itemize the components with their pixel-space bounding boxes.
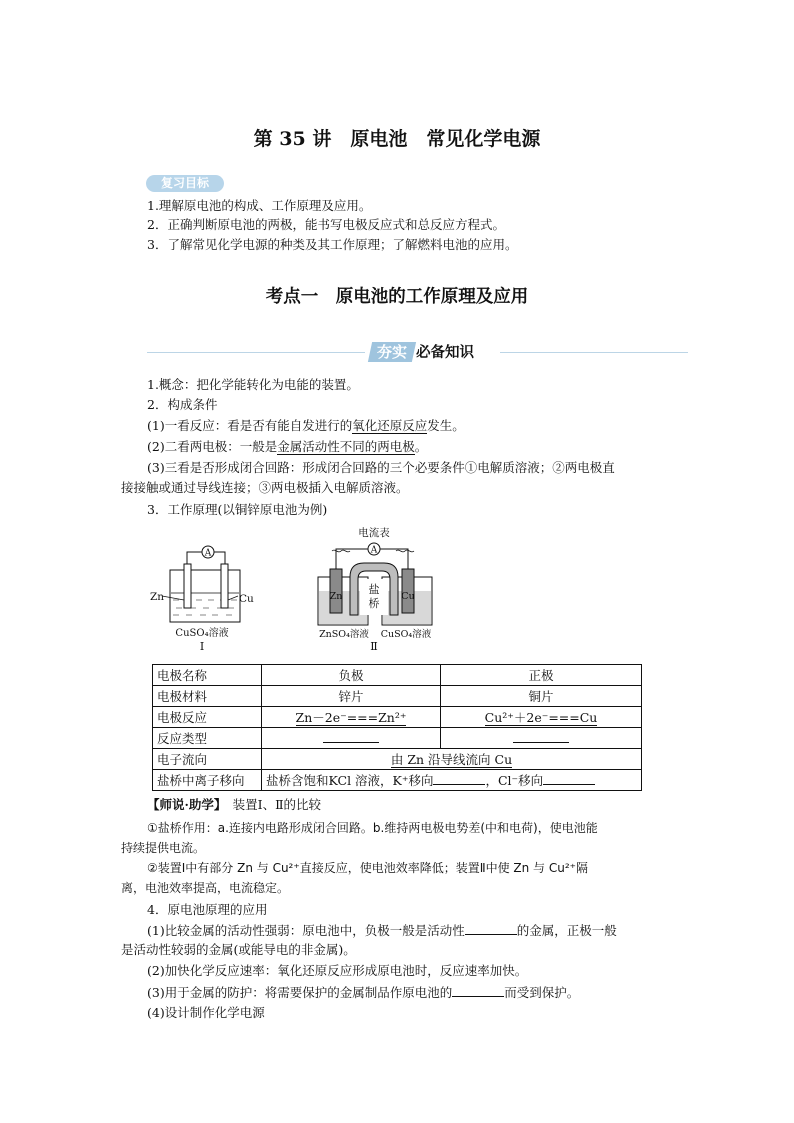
cell-diagram-1: [140, 540, 270, 655]
note-1-line2: 持续提供电流。: [121, 841, 206, 855]
table-cell: 盐桥含饱和KCl 溶液，K⁺移向 ，Cl⁻移向: [262, 770, 642, 791]
application-1-line1: (1)比较金属的活动性强弱：原电池中，负极一般是活动性 的金属，正极一般: [147, 923, 617, 938]
table-cell: [262, 728, 441, 749]
zn-label-2: Zn: [329, 591, 343, 602]
diagram-number-1: Ⅰ: [199, 640, 205, 653]
table-cell: Zn－2e⁻===Zn²⁺: [262, 707, 441, 728]
section-title: 考点一 原电池的工作原理及应用: [265, 287, 529, 307]
section-label: 必备知识: [416, 344, 474, 361]
table-cell: [441, 728, 642, 749]
table-cell: 锌片: [262, 686, 441, 707]
solution-label-right: CuSO₄溶液: [380, 629, 432, 640]
note-2-line1: ②装置Ⅰ中有部分 Zn 与 Cu²⁺直接反应，使电池效率降低；装置Ⅱ中使 Zn 与 Cu²⁺隔: [147, 861, 589, 875]
bridge-label-2: 桥: [368, 597, 380, 610]
table-row: [153, 728, 642, 749]
solution-label-1: CuSO₄溶液: [175, 628, 229, 639]
application-heading: 4．原电池原理的应用: [147, 902, 268, 917]
table-row: [153, 707, 642, 728]
application-2: (2)加快化学反应速率：氧化还原反应形成原电池时，反应速率加快。: [147, 963, 528, 978]
goal-3: 3．了解常见化学电源的种类及其工作原理；了解燃料电池的应用。: [147, 237, 518, 252]
review-goals-badge: 复习目标: [146, 175, 224, 192]
condition-3-line1: (3)三看是否形成闭合回路：形成闭合回路的三个必要条件①电解质溶液；②两电极直: [147, 460, 615, 475]
condition-heading: 2．构成条件: [147, 397, 218, 412]
goal-2: 2．正确判断原电池的两极，能书写电极反应式和总反应方程式。: [147, 217, 505, 232]
application-1-line2: 是活动性较弱的金属(或能导电的非金属)。: [121, 942, 356, 957]
table-cell: 铜片: [441, 686, 642, 707]
table-header-cell: 盐桥中离子移向: [153, 770, 262, 791]
teacher-note-heading: 【师说·助学】 装置Ⅰ、Ⅱ的比较: [147, 797, 322, 812]
table-cell: 正极: [441, 665, 642, 686]
cu-electrode: [221, 564, 228, 608]
table-header-cell: 电极材料: [153, 686, 262, 707]
table-cell: Cu²⁺＋2e⁻===Cu: [441, 707, 642, 728]
divider-right: [500, 352, 688, 353]
table-cell: 负极: [262, 665, 441, 686]
table-header-cell: 电极反应: [153, 707, 262, 728]
application-3: (3)用于金属的防护：将需要保护的金属制品作原电池的 而受到保护。: [147, 985, 580, 1000]
note-2-line2: 离，电池效率提高，电流稳定。: [121, 881, 290, 895]
note-1-line1: ①盐桥作用：a.连接内电路形成闭合回路。b.维持两电极电势差(中和电荷)，使电池能: [147, 821, 598, 835]
comparison-table: [152, 664, 642, 791]
divider-left: [147, 352, 365, 353]
application-4: (4)设计制作化学电源: [147, 1005, 265, 1020]
ammeter-label: A: [204, 548, 212, 559]
bridge-label-1: 盐: [368, 583, 380, 596]
diagram-number-2: Ⅱ: [370, 640, 378, 653]
table-row: [153, 770, 642, 791]
solution-label-left: ZnSO₄溶液: [319, 629, 369, 640]
zn-label: Zn: [150, 591, 165, 603]
table-row: [153, 749, 642, 770]
zn-electrode: [184, 564, 191, 608]
condition-2: (2)二看两电极：一般是金属活动性不同的两电极。: [147, 439, 428, 454]
cu-label-2: Cu: [401, 591, 415, 602]
beaker: [170, 570, 240, 622]
cu-label: Cu: [239, 593, 254, 605]
table-cell: 由 Zn 沿导线流向 Cu: [262, 749, 642, 770]
table-header-cell: 电极名称: [153, 665, 262, 686]
ammeter-label-2: A: [370, 545, 378, 556]
table-header-cell: 电子流向: [153, 749, 262, 770]
page-title: 第 35 讲 原电池 常见化学电源: [253, 128, 541, 150]
goal-1: 1.理解原电池的构成、工作原理及应用。: [147, 198, 372, 213]
section-badge: 夯实: [368, 342, 416, 362]
condition-3-line2: 接接触或通过导线连接；③两电极插入电解质溶液。: [121, 480, 409, 495]
table-row: [153, 665, 642, 686]
principle-heading: 3．工作原理(以铜锌原电池为例): [147, 502, 328, 517]
condition-1: (1)一看反应：看是否有能自发进行的氧化还原反应发生。: [147, 418, 465, 433]
concept-line: 1.概念：把化学能转化为电能的装置。: [147, 377, 359, 392]
table-row: [153, 686, 642, 707]
meter-label: 电流表: [358, 527, 390, 539]
cell-diagram-2: [310, 525, 450, 653]
table-header-cell: 反应类型: [153, 728, 262, 749]
